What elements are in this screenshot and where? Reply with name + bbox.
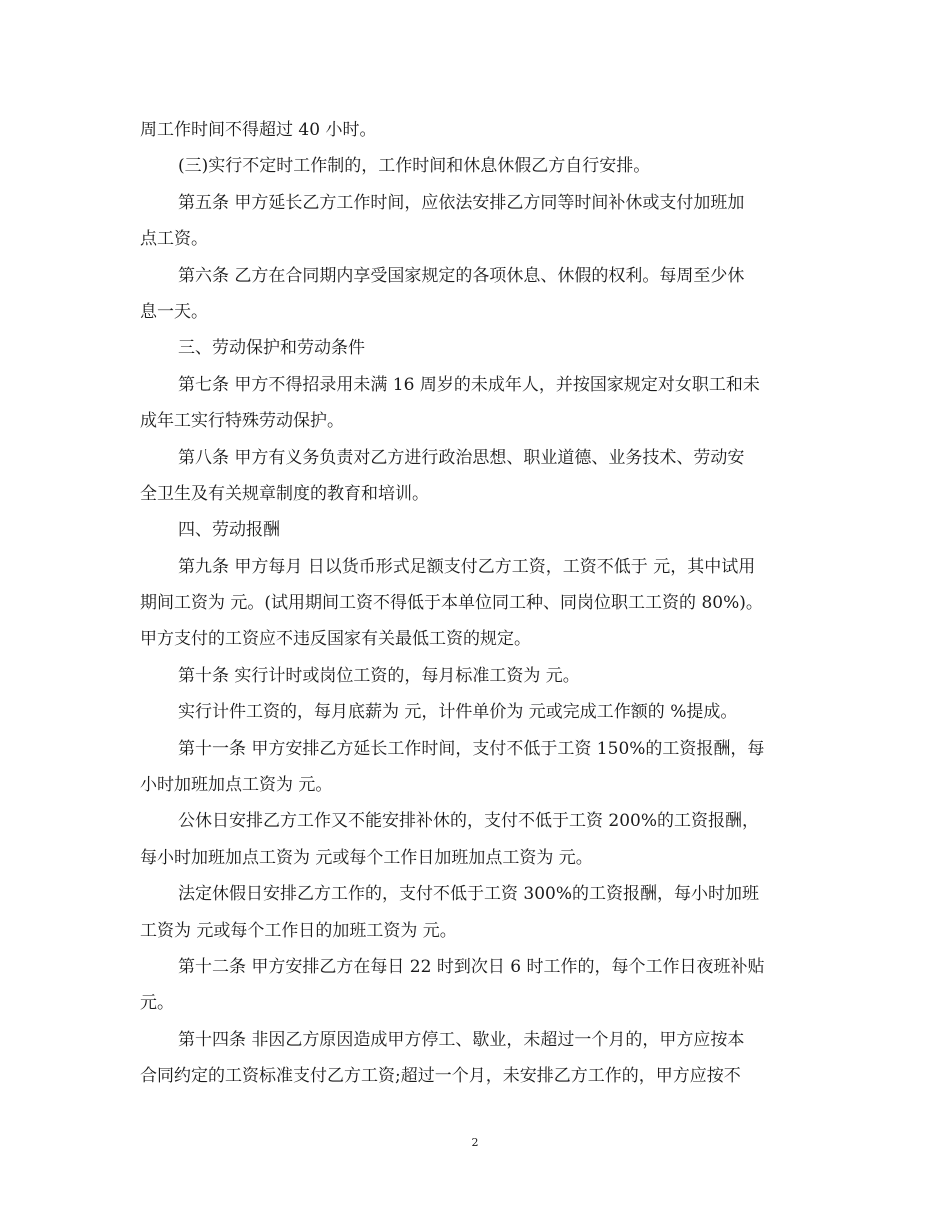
text-line: 合同约定的工资标准支付乙方工资;超过一个月，未安排乙方工作的，甲方应按不 [140,1066,741,1087]
text-line: 期间工资为 元。(试用期间工资不得低于本单位同工种、同岗位职工工资的 80%)。 [140,593,763,614]
text-line: (三)实行不定时工作制的，工作时间和休息休假乙方自行安排。 [178,156,651,177]
text-line: 工资为 元或每个工作日的加班工资为 元。 [140,920,457,941]
text-line: 点工资。 [140,229,208,250]
section-heading: 三、劳动保护和劳动条件 [178,338,365,359]
text-line: 全卫生及有关规章制度的教育和培训。 [140,483,429,504]
text-line: 小时加班加点工资为 元。 [140,775,333,796]
text-line: 元。 [140,993,174,1014]
text-line: 第十条 实行计时或岗位工资的，每月标准工资为 元。 [178,665,580,686]
text-line: 甲方支付的工资应不违反国家有关最低工资的规定。 [140,629,531,650]
text-line: 成年工实行特殊劳动保护。 [140,411,344,432]
text-line: 第五条 甲方延长乙方工作时间，应依法安排乙方同等时间补休或支付加班加 [178,192,745,213]
text-line: 第十二条 甲方安排乙方在每日 22 时到次日 6 时工作的，每个工作日夜班补贴 [178,956,765,977]
text-line: 第九条 甲方每月 日以货币形式足额支付乙方工资，工资不低于 元，其中试用 [178,556,756,577]
text-line: 公休日安排乙方工作又不能安排补休的，支付不低于工资 200%的工资报酬， [178,811,760,832]
text-line: 第八条 甲方有义务负责对乙方进行政治思想、职业道德、业务技术、劳动安 [178,447,745,468]
text-line: 息一天。 [140,301,208,322]
text-line: 每小时加班加点工资为 元或每个工作日加班加点工资为 元。 [140,847,593,868]
text-line: 实行计件工资的，每月底薪为 元，计件单价为 元或完成工作额的 %提成。 [178,702,738,723]
page-number: 2 [471,1136,479,1149]
text-line: 第七条 甲方不得招录用未满 16 周岁的未成年人，并按国家规定对女职工和未 [178,374,760,395]
text-line: 周工作时间不得超过 40 小时。 [140,120,377,140]
section-heading: 四、劳动报酬 [178,520,280,541]
text-line: 第十一条 甲方安排乙方延长工作时间，支付不低于工资 150%的工资报酬，每 [178,738,765,759]
document-body [140,112,810,1095]
text-line: 第六条 乙方在合同期内享受国家规定的各项休息、休假的权利。每周至少休 [178,265,745,286]
text-line: 第十四条 非因乙方原因造成甲方停工、歇业，未超过一个月的，甲方应按本 [178,1029,745,1050]
text-line: 法定休假日安排乙方工作的，支付不低于工资 300%的工资报酬，每小时加班 [178,884,760,905]
